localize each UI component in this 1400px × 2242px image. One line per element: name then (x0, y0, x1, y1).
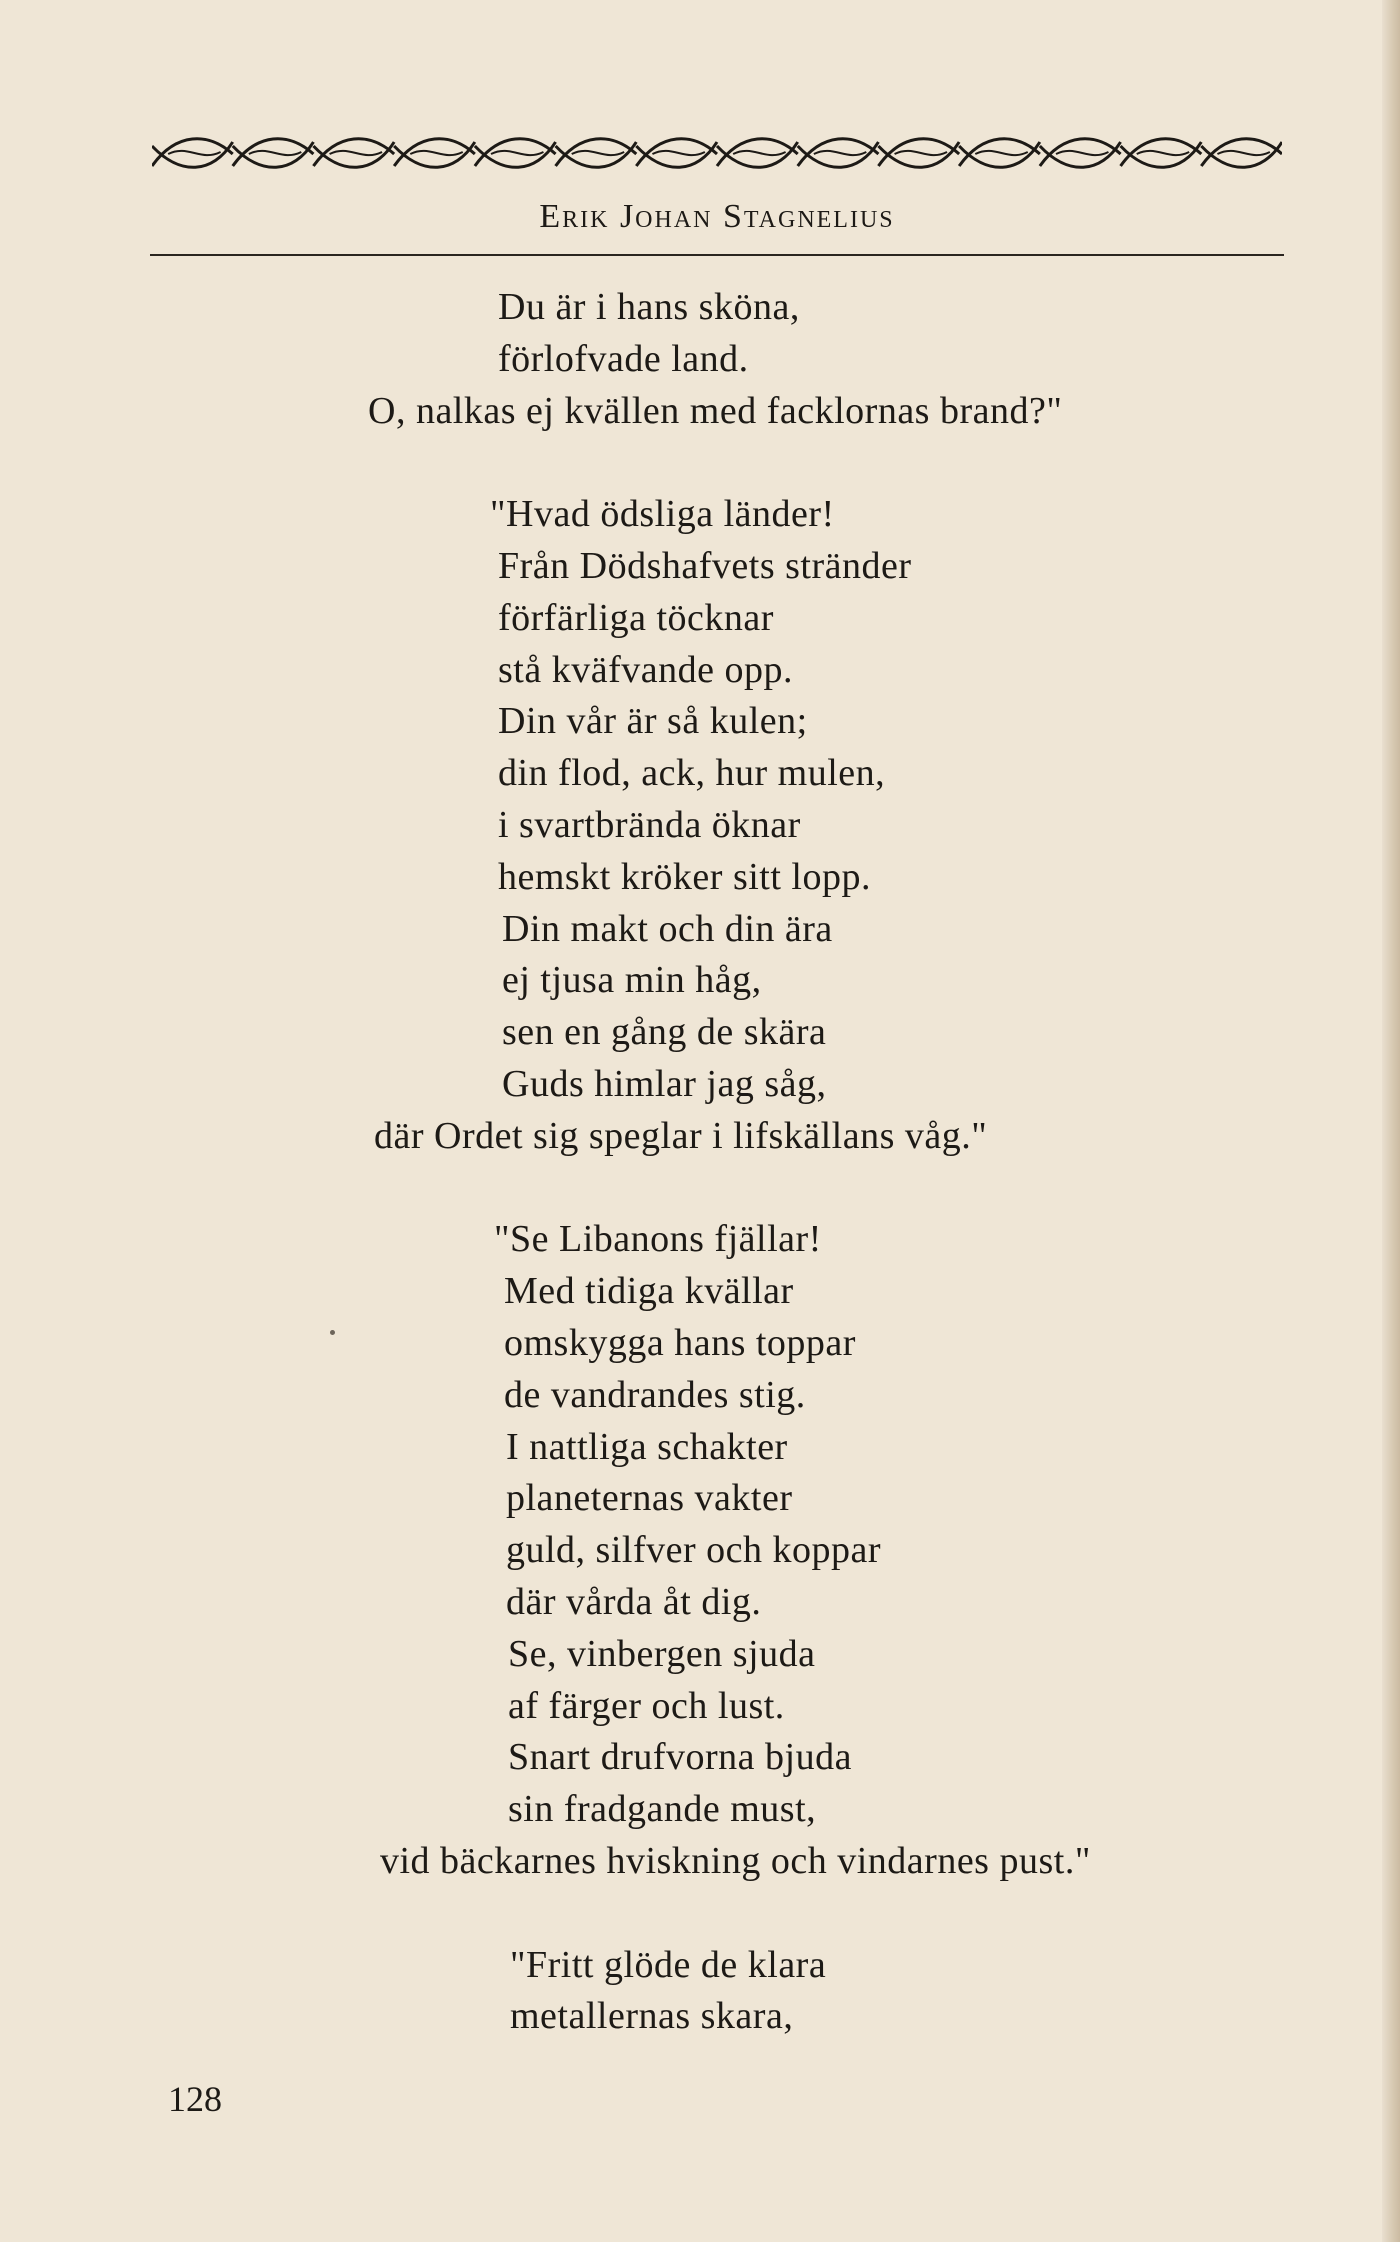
poem-line: förfärliga töcknar (498, 596, 774, 639)
poem-line: "Se Libanons fjällar! (494, 1218, 822, 1261)
knot-strand (491, 151, 543, 155)
knot-strand (1137, 151, 1189, 155)
poem-line: de vandrandes stig. (504, 1373, 806, 1416)
stanza-break (0, 1163, 1400, 1215)
poem-text (0, 282, 1400, 2043)
knot-strand (168, 151, 220, 155)
poem-line: Från Dödshafvets stränder (498, 544, 912, 587)
poem-line: Din makt och din ära (502, 907, 833, 950)
poem-line: i svartbrända öknar (498, 803, 801, 846)
poem-line: din flod, ack, hur mulen, (498, 752, 886, 795)
poem-line: sin fradgande must, (508, 1788, 817, 1831)
poem-line: stå kväfvande opp. (498, 648, 793, 691)
poem-line: "Fritt glöde de klara (510, 1943, 827, 1986)
poem-line: Guds himlar jag såg, (502, 1062, 827, 1105)
running-head: Erik Johan Stagnelius (539, 198, 895, 235)
page-number: 128 (168, 2079, 222, 2119)
poem-line: Din vår är så kulen; (498, 700, 808, 743)
poem-line: Se, vinbergen sjuda (508, 1632, 816, 1675)
knot-strand (814, 151, 866, 155)
knot-strand (249, 151, 301, 155)
poem-line: Du är i hans sköna, (498, 286, 800, 328)
knot-strand (1217, 151, 1269, 155)
header-rule (150, 254, 1284, 256)
knot-strand (1056, 151, 1108, 155)
poem-line: förlofvade land. (498, 337, 749, 380)
poem-line: där vårda åt dig. (506, 1580, 762, 1623)
poem-line: "Hvad ödsliga länder! (490, 493, 835, 536)
poem-line: hemskt kröker sitt lopp. (498, 855, 871, 898)
poem-line: metallernas skara, (510, 1995, 794, 2038)
poem-line: omskygga hans toppar (504, 1321, 856, 1364)
knot-strand (410, 151, 462, 155)
poem-line: där Ordet sig speglar i lifskällans våg." (374, 1114, 988, 1157)
poem-line: Snart drufvorna bjuda (508, 1736, 852, 1779)
poem-line: vid bäckarnes hviskning och vindarnes pust." (380, 1839, 1091, 1882)
stanza-break (0, 1888, 1400, 1940)
poem-line: planeternas vakter (506, 1477, 793, 1520)
knot-strand (572, 151, 624, 155)
knot-strand (652, 151, 704, 155)
poem-line: I nattliga schakter (506, 1425, 788, 1468)
knot-strand (733, 151, 785, 155)
knot-strand (330, 151, 382, 155)
paper-speck (330, 1330, 335, 1335)
celtic-knot-border-icon (152, 126, 1282, 182)
poem-line: sen en gång de skära (502, 1011, 827, 1054)
stanza-break (0, 437, 1400, 489)
poem-line: ej tjusa min håg, (502, 959, 762, 1002)
knot-strand (895, 151, 947, 155)
knot-strand (975, 151, 1027, 155)
poem-line: O, nalkas ej kvällen med facklornas brand?" (368, 389, 1063, 432)
poem-line: Med tidiga kvällar (504, 1270, 794, 1313)
poem-line: guld, silfver och koppar (506, 1529, 882, 1572)
poem-line: af färger och lust. (508, 1684, 785, 1727)
